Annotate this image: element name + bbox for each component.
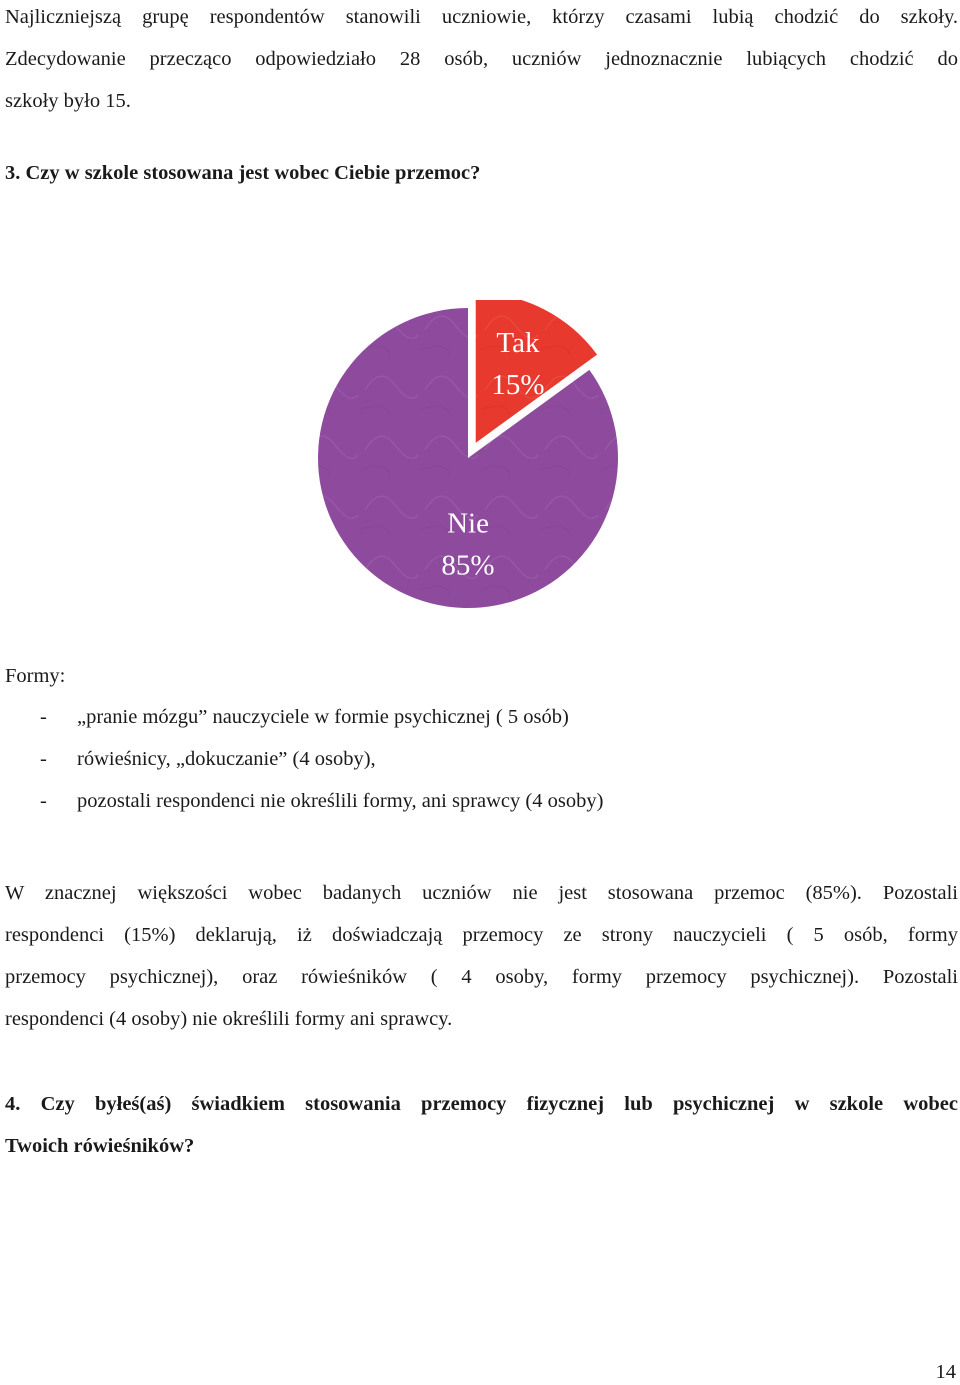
bullet-text: pozostali respondenci nie określili formy, ani sprawcy (4 osoby) xyxy=(77,790,604,812)
intro-line: Najliczniejszą grupę respondentów stanowili uczniowie, którzy czasami lubią chodzić do szkoły. xyxy=(5,6,958,28)
bullet-dash: - xyxy=(40,790,47,812)
intro-paragraph xyxy=(5,0,958,122)
pie-slice-label: Nie xyxy=(447,507,489,540)
bullet-text: „pranie mózgu” nauczyciele w formie psychicznej ( 5 osób) xyxy=(77,706,569,728)
intro-line: szkoły było 15. xyxy=(5,90,131,112)
pie-chart xyxy=(300,300,640,620)
bullet-text: rówieśnicy, „dokuczanie” (4 osoby), xyxy=(77,748,376,770)
forms-list-item xyxy=(40,706,569,729)
question-4-line: Twoich rówieśników? xyxy=(5,1135,195,1157)
forms-label: Formy: xyxy=(5,665,66,687)
pie-slice-value-label: 85% xyxy=(441,549,495,582)
forms-list-item xyxy=(40,748,376,771)
pie-slice-label: Tak xyxy=(496,326,540,359)
intro-line: Zdecydowanie przecząco odpowiedziało 28 osób, uczniów jednoznacznie lubiących chodzić do xyxy=(5,48,958,70)
summary-paragraph xyxy=(5,872,958,1040)
summary-line: respondenci (4 osoby) nie określili formy ani sprawcy. xyxy=(5,1008,453,1030)
summary-line: W znacznej większości wobec badanych uczniów nie jest stosowana przemoc (85%). Pozostali xyxy=(5,882,958,904)
question-3-heading: 3. Czy w szkole stosowana jest wobec Ciebie przemoc? xyxy=(5,162,481,184)
bullet-dash: - xyxy=(40,706,47,728)
bullet-dash: - xyxy=(40,748,47,770)
question-4-line: 4. Czy byłeś(aś) świadkiem stosowania przemocy fizycznej lub psychicznej w szkole wobec xyxy=(5,1093,958,1115)
summary-line: respondenci (15%) deklarują, iż doświadczają przemocy ze strony nauczycieli ( 5 osób, formy xyxy=(5,924,958,946)
pie-slice-value-label: 15% xyxy=(491,368,545,401)
question-4-heading xyxy=(5,1083,958,1167)
page-number: 14 xyxy=(935,1361,956,1383)
summary-line: przemocy psychicznej), oraz rówieśników ( 4 osoby, formy przemocy psychicznej). Pozostali xyxy=(5,966,958,988)
forms-list-item xyxy=(40,790,603,813)
